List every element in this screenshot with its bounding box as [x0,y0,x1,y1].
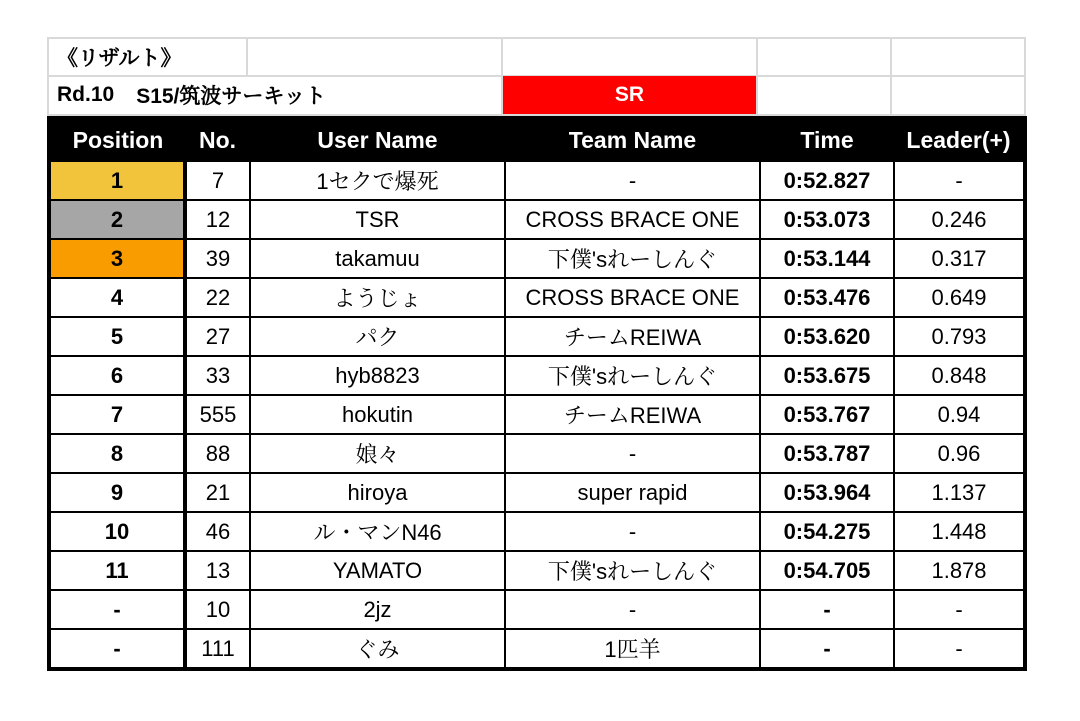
user-cell: 2jz [250,590,505,629]
team-cell: - [505,434,760,473]
leader-gap-cell: 1.137 [894,473,1025,512]
number-cell: 22 [185,278,250,317]
number-cell: 27 [185,317,250,356]
empty-cell [503,37,758,77]
user-cell: hyb8823 [250,356,505,395]
column-header-user: User Name [250,118,505,161]
table-row [49,551,1025,590]
subtitle-row [47,76,1026,116]
time-cell: - [760,629,894,669]
team-cell: CROSS BRACE ONE [505,200,760,239]
number-cell: 12 [185,200,250,239]
round-info [47,76,503,116]
time-cell: 0:53.675 [760,356,894,395]
table-row [49,239,1025,278]
leader-gap-cell: 0.848 [894,356,1025,395]
team-cell: CROSS BRACE ONE [505,278,760,317]
number-cell: 13 [185,551,250,590]
position-cell: 9 [49,473,185,512]
team-cell: 1匹羊 [505,629,760,669]
user-cell: ようじょ [250,278,505,317]
table-row [49,161,1025,200]
number-cell: 39 [185,239,250,278]
leader-gap-cell: 0.94 [894,395,1025,434]
leader-gap-cell: - [894,161,1025,200]
time-cell: 0:53.144 [760,239,894,278]
team-cell: - [505,590,760,629]
position-cell: 10 [49,512,185,551]
time-cell: 0:52.827 [760,161,894,200]
position-cell: 11 [49,551,185,590]
time-cell: 0:54.705 [760,551,894,590]
leader-gap-cell: - [894,629,1025,669]
table-header-row [49,118,1025,161]
table-row [49,434,1025,473]
position-cell: 8 [49,434,185,473]
time-cell: 0:53.787 [760,434,894,473]
team-cell: - [505,161,760,200]
position-cell: 3 [49,239,185,278]
user-cell: hokutin [250,395,505,434]
leader-gap-cell: 1.878 [894,551,1025,590]
team-cell: チームREIWA [505,317,760,356]
user-cell: YAMATO [250,551,505,590]
position-cell: 5 [49,317,185,356]
column-header-leader: Leader(+) [894,118,1025,161]
position-cell: - [49,629,185,669]
team-cell: チームREIWA [505,395,760,434]
position-cell: 6 [49,356,185,395]
position-cell: 1 [49,161,185,200]
time-cell: 0:54.275 [760,512,894,551]
round-label: Rd.10 [57,83,115,106]
table-row [49,512,1025,551]
time-cell: 0:53.767 [760,395,894,434]
user-cell: ぐみ [250,629,505,669]
time-cell: - [760,590,894,629]
time-cell: 0:53.964 [760,473,894,512]
user-cell: ル・マンN46 [250,512,505,551]
leader-gap-cell: - [894,590,1025,629]
number-cell: 111 [185,629,250,669]
leader-gap-cell: 0.649 [894,278,1025,317]
time-cell: 0:53.073 [760,200,894,239]
leader-gap-cell: 1.448 [894,512,1025,551]
time-cell: 0:53.476 [760,278,894,317]
table-row [49,473,1025,512]
class-badge: SR [503,76,758,116]
team-cell: 下僕'sれーしんぐ [505,356,760,395]
position-cell: 7 [49,395,185,434]
team-cell: super rapid [505,473,760,512]
team-cell: - [505,512,760,551]
number-cell: 21 [185,473,250,512]
empty-cell [758,76,892,116]
user-cell: hiroya [250,473,505,512]
position-cell: 2 [49,200,185,239]
user-cell: TSR [250,200,505,239]
user-cell: 娘々 [250,434,505,473]
table-row [49,590,1025,629]
leader-gap-cell: 0.317 [894,239,1025,278]
leader-gap-cell: 0.793 [894,317,1025,356]
number-cell: 88 [185,434,250,473]
time-cell: 0:53.620 [760,317,894,356]
table-row [49,317,1025,356]
user-cell: takamuu [250,239,505,278]
empty-cell [892,76,1026,116]
team-cell: 下僕'sれーしんぐ [505,551,760,590]
number-cell: 10 [185,590,250,629]
team-cell: 下僕'sれーしんぐ [505,239,760,278]
number-cell: 33 [185,356,250,395]
table-row [49,200,1025,239]
user-cell: パク [250,317,505,356]
column-header-no: No. [185,118,250,161]
number-cell: 555 [185,395,250,434]
column-header-time: Time [760,118,894,161]
sheet-title: 《リザルト》 [47,37,248,77]
course-label: S15/筑波サーキット [136,85,326,108]
empty-cell [248,37,503,77]
table-row [49,629,1025,669]
column-header-team: Team Name [505,118,760,161]
leader-gap-cell: 0.96 [894,434,1025,473]
table-row [49,395,1025,434]
column-header-position: Position [49,118,185,161]
number-cell: 7 [185,161,250,200]
results-table [47,116,1027,671]
leader-gap-cell: 0.246 [894,200,1025,239]
position-cell: - [49,590,185,629]
user-cell: 1セクで爆死 [250,161,505,200]
table-row [49,278,1025,317]
table-row [49,356,1025,395]
position-cell: 4 [49,278,185,317]
empty-cell [892,37,1026,77]
number-cell: 46 [185,512,250,551]
empty-cell [758,37,892,77]
title-row [47,37,1026,77]
